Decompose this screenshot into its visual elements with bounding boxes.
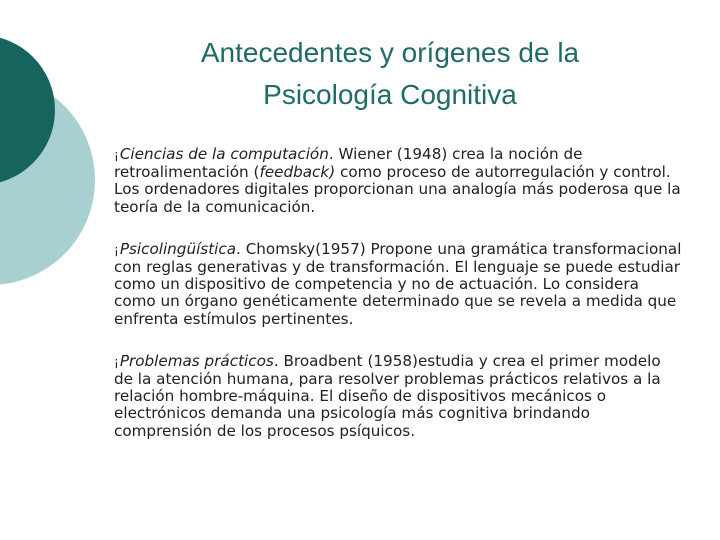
slide-title-line1: Antecedentes y orígenes de la: [200, 37, 580, 68]
bullet-term: Psicolingüística: [119, 239, 237, 258]
bullet-computacion: [114, 146, 684, 216]
slide-title: [140, 32, 640, 116]
bullet-text-italic: feedback): [259, 163, 336, 182]
bullet-psicolinguistica: [114, 241, 684, 328]
bullet-text: . Broadbent (1958)estudia y crea el primer modelo de la atención humana, para resolver problemas prácticos relativos a la relación hombre-máquina. El diseño de dispositivos mecánicos o electrónicos demanda una psicología más cognitiva brindando comprensión de los procesos psíquicos.: [114, 351, 661, 440]
bullet-text: . Chomsky(1957) Propone una gramática transformacional con reglas generativas y de transformación. El lenguaje se puede estudiar como un dispositivo de competencia y no de actuación. Lo considera como un órgano genéticamente determinado que se revela a medida que enfrenta estímulos pertinentes.: [114, 239, 682, 328]
bullet-text-after: como proceso de autorregulación y control. Los ordenadores digitales proporcionan una analogía más poderosa que la teoría de la comunicación.: [114, 163, 681, 216]
bullet-list: [114, 146, 684, 465]
bullet-circle-icon: ¡: [114, 242, 119, 257]
bullet-term: Ciencias de la computación: [119, 145, 329, 163]
decorative-circles: [0, 0, 130, 300]
bullet-problemas-practicos: [114, 353, 684, 440]
bullet-circle-icon: ¡: [114, 354, 119, 369]
bullet-term: Problemas prácticos: [119, 351, 274, 370]
bullet-circle-icon: ¡: [114, 148, 119, 162]
slide-title-line2: Psicología Cognitiva: [263, 79, 517, 110]
bullet-text: . Wiener (1948) crea la noción de retroalimentación (: [114, 145, 583, 182]
